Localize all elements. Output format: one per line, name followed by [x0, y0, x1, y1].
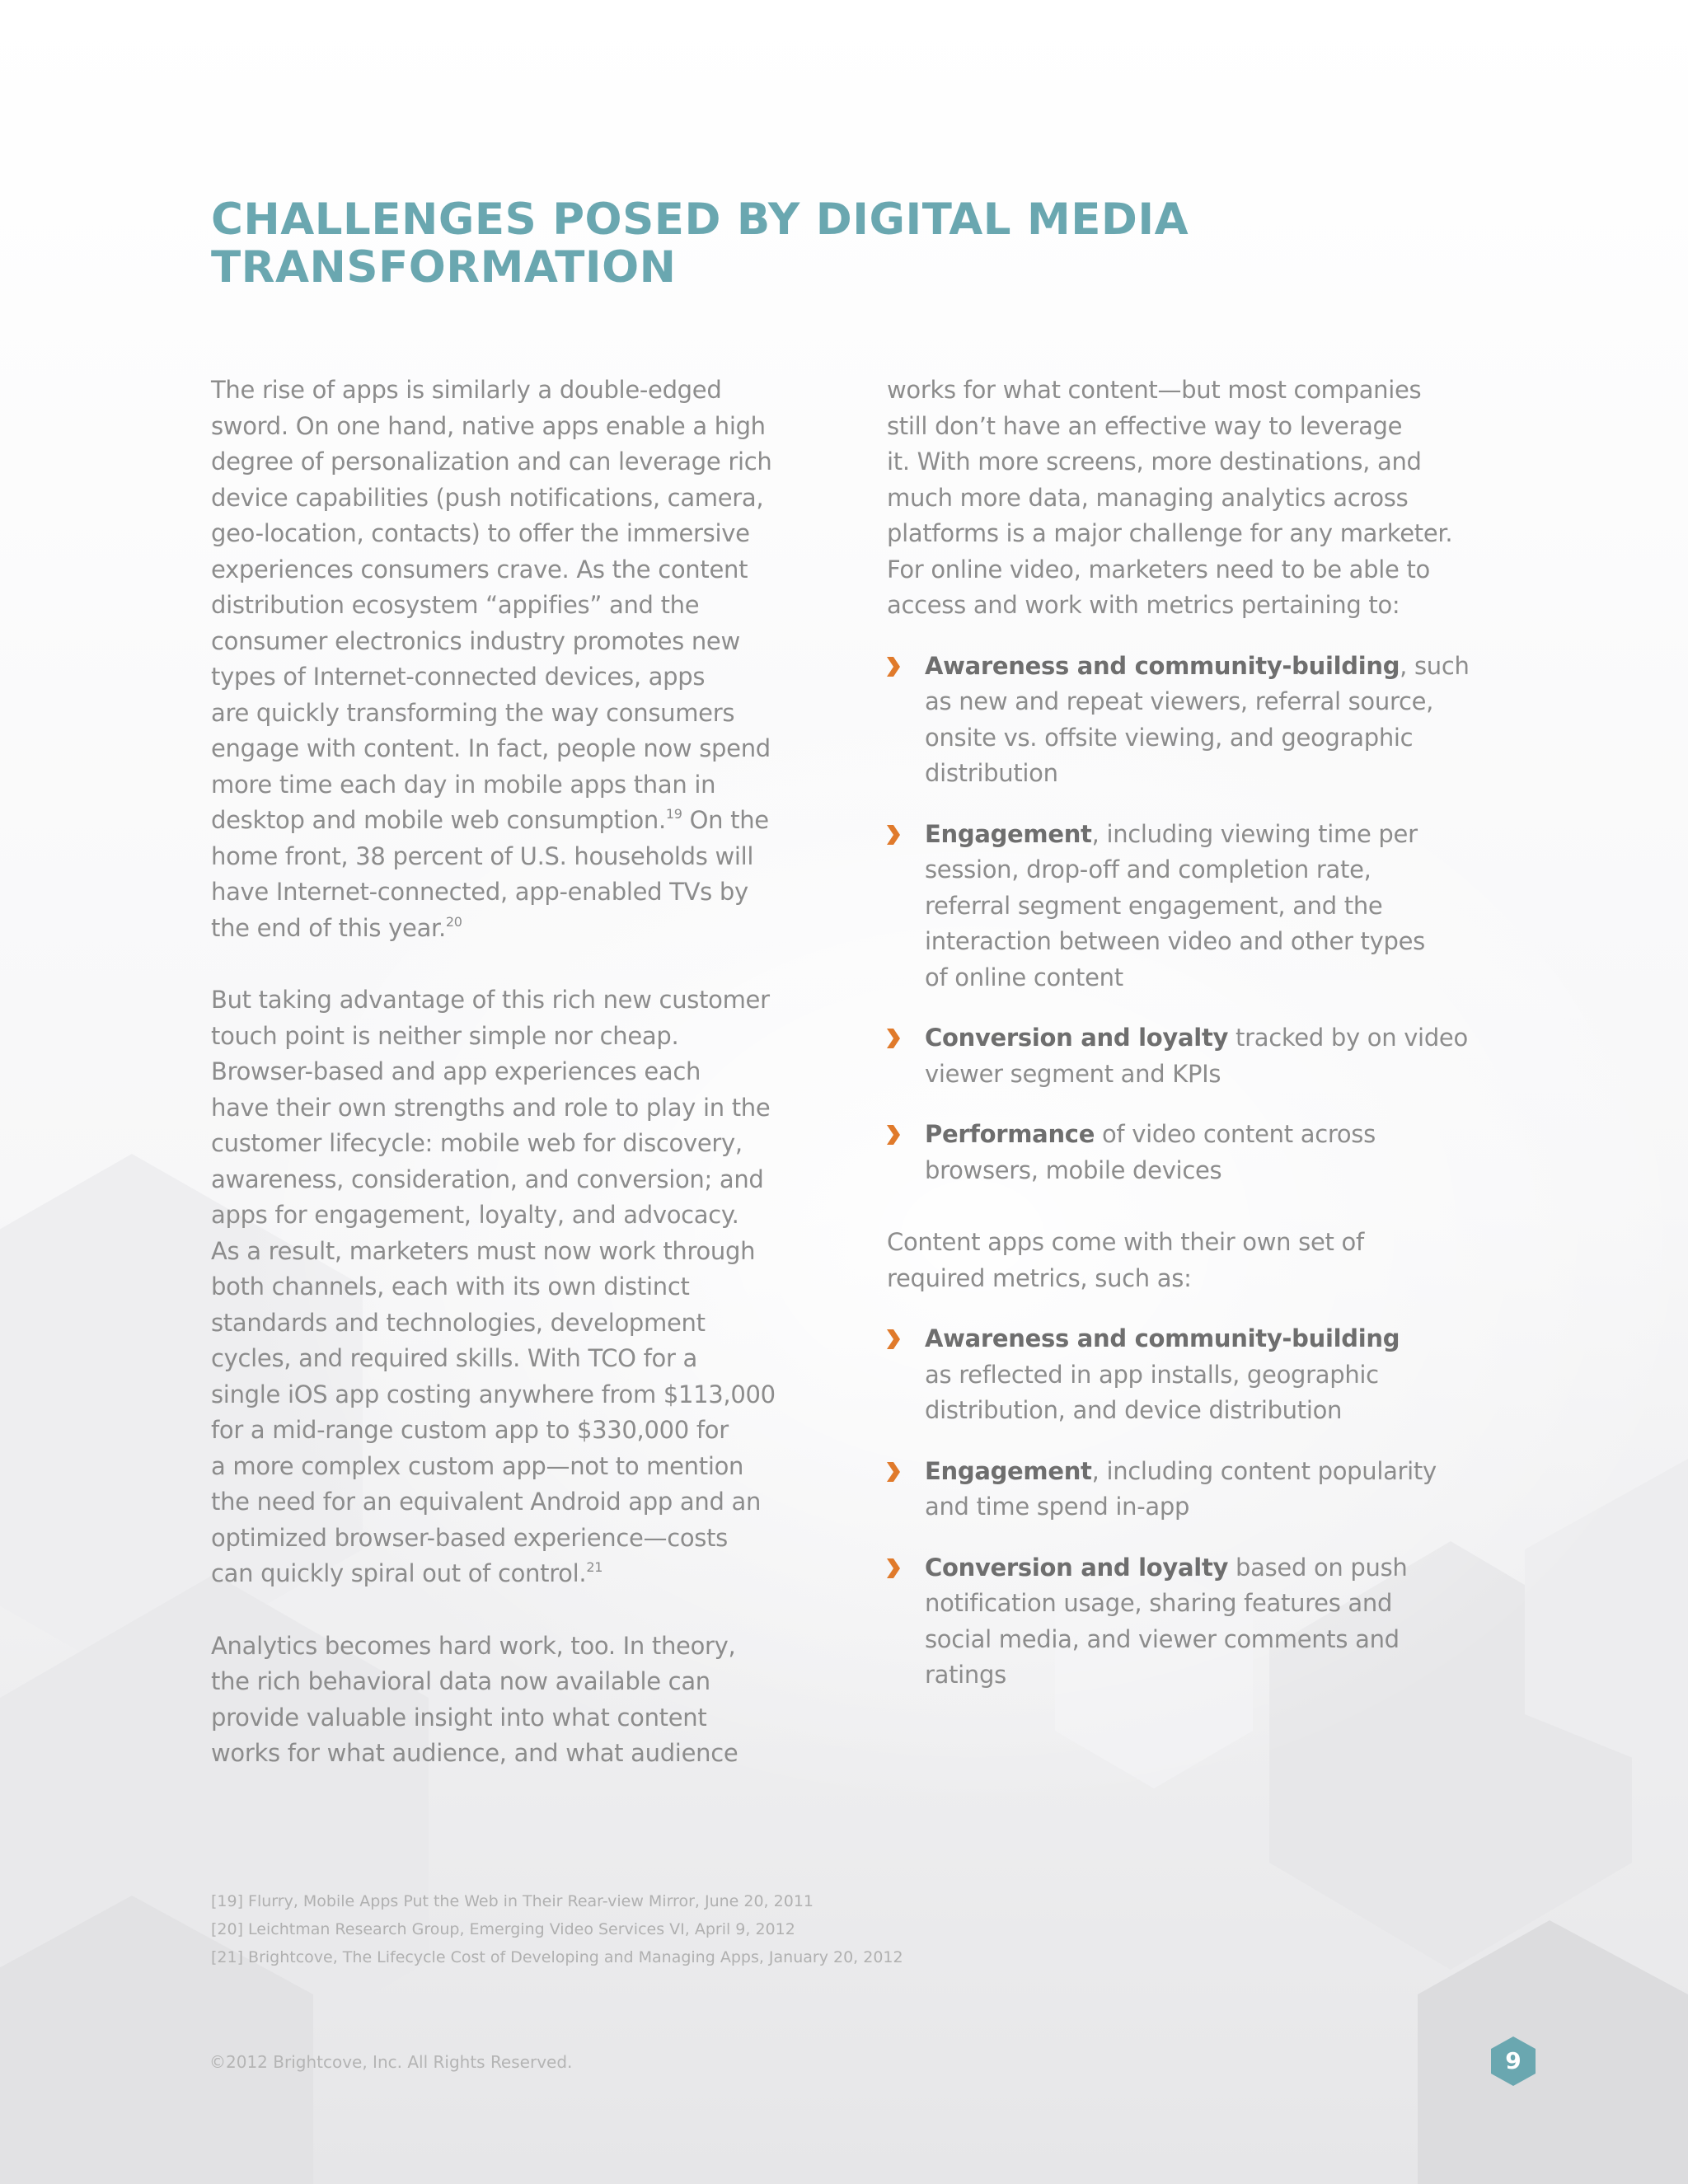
- bullet-item: [887, 1550, 1497, 1694]
- page-number: 9: [1505, 2047, 1522, 2074]
- text-line: still don’t have an effective way to leverage: [887, 411, 1403, 440]
- text-line: geo-location, contacts) to offer the immersive: [211, 519, 750, 547]
- chevron-right-icon: [887, 1329, 900, 1349]
- text-line: it. With more screens, more destinations, and: [887, 448, 1422, 476]
- footnote: [20] Leichtman Research Group, Emerging Video Services VI, April 9, 2012: [211, 1920, 795, 1938]
- text-line: notification usage, sharing features and: [925, 1589, 1393, 1617]
- text-line: cycles, and required skills. With TCO for a: [211, 1344, 697, 1372]
- text-segment: can quickly spiral out of control.: [211, 1559, 587, 1587]
- text-line: [925, 1550, 1497, 1586]
- text-line: [925, 1321, 1497, 1357]
- text-line: Analytics becomes hard work, too. In theory,: [211, 1631, 736, 1660]
- text-line: both channels, each with its own distinct: [211, 1272, 690, 1301]
- text-segment: , including viewing time per: [1091, 819, 1418, 848]
- text-segment: , such: [1400, 651, 1470, 680]
- text-line: customer lifecycle: mobile web for discovery,: [211, 1129, 743, 1157]
- text-line: experiences consumers crave. As the content: [211, 555, 748, 583]
- text-line: distribution ecosystem “appifies” and the: [211, 591, 700, 619]
- text-line: [925, 1117, 1497, 1153]
- text-line: degree of personalization and can leverage rich: [211, 448, 772, 476]
- bullet-heading: Awareness and community-building: [925, 651, 1400, 680]
- bullet-item: [887, 649, 1497, 792]
- text-segment: On the: [682, 806, 769, 834]
- bullet-item: [887, 1454, 1497, 1526]
- text-line: Browser-based and app experiences each: [211, 1057, 701, 1085]
- page-title: [211, 196, 1282, 292]
- text-line: [211, 1556, 821, 1592]
- footnotes: [211, 1887, 903, 1971]
- text-line: as new and repeat viewers, referral source,: [925, 687, 1434, 715]
- bullet-heading: Performance: [925, 1120, 1095, 1148]
- text-line: sword. On one hand, native apps enable a high: [211, 411, 766, 440]
- page-title-line: TRANSFORMATION: [211, 242, 677, 293]
- bullet-heading: Conversion and loyalty: [925, 1024, 1229, 1052]
- text-line: [925, 1454, 1497, 1490]
- text-line: required metrics, such as:: [887, 1263, 1192, 1292]
- bullet-heading: Conversion and loyalty: [925, 1553, 1229, 1582]
- text-segment: desktop and mobile web consumption.: [211, 806, 666, 834]
- text-line: the need for an equivalent Android app and an: [211, 1488, 762, 1516]
- text-line: a more complex custom app—not to mention: [211, 1451, 744, 1480]
- text-segment: the end of this year.: [211, 913, 446, 942]
- body-paragraph: [211, 982, 821, 1592]
- text-line: For online video, marketers need to be able to: [887, 555, 1430, 583]
- text-line: single iOS app costing anywhere from $113,000: [211, 1380, 776, 1408]
- chevron-right-icon: [887, 1558, 900, 1578]
- footnote-ref: 20: [445, 913, 462, 930]
- text-line: have Internet-connected, app-enabled TVs by: [211, 878, 748, 906]
- footnote: [21] Brightcove, The Lifecycle Cost of Developing and Managing Apps, January 20, 2012: [211, 1948, 903, 1966]
- bullet-heading: Awareness and community-building: [925, 1324, 1400, 1352]
- text-line: As a result, marketers must now work through: [211, 1236, 756, 1265]
- text-line: awareness, consideration, and conversion; and: [211, 1165, 764, 1193]
- text-line: browsers, mobile devices: [925, 1155, 1222, 1184]
- text-line: engage with content. In fact, people now spend: [211, 734, 771, 762]
- text-line: works for what audience, and what audience: [211, 1739, 738, 1767]
- text-line: optimized browser-based experience—costs: [211, 1523, 728, 1552]
- text-line: Content apps come with their own set of: [887, 1228, 1364, 1256]
- text-line: viewer segment and KPIs: [925, 1059, 1221, 1088]
- text-segment: of video content across: [1095, 1120, 1376, 1148]
- text-line: social media, and viewer comments and: [925, 1624, 1400, 1653]
- text-line: much more data, managing analytics across: [887, 483, 1409, 512]
- chevron-right-icon: [887, 1029, 900, 1048]
- text-line: as reflected in app installs, geographic: [925, 1360, 1379, 1389]
- text-line: device capabilities (push notifications, camera,: [211, 483, 764, 512]
- text-line: access and work with metrics pertaining to:: [887, 591, 1400, 619]
- chevron-right-icon: [887, 1125, 900, 1145]
- text-line: referral segment engagement, and the: [925, 891, 1383, 920]
- text-line: But taking advantage of this rich new customer: [211, 986, 770, 1014]
- copyright-notice: ©2012 Brightcove, Inc. All Rights Reserved.: [209, 2052, 573, 2072]
- text-line: [925, 817, 1497, 853]
- bullet-item: [887, 1117, 1497, 1188]
- text-line: standards and technologies, development: [211, 1308, 706, 1337]
- text-line: session, drop-off and completion rate,: [925, 855, 1372, 883]
- text-segment: tracked by on video: [1228, 1024, 1468, 1052]
- text-line: have their own strengths and role to play in the: [211, 1093, 771, 1122]
- bullet-item: [887, 1321, 1497, 1429]
- text-line: touch point is neither simple nor cheap.: [211, 1021, 679, 1050]
- footnote-ref: 21: [586, 1559, 603, 1575]
- text-line: The rise of apps is similarly a double-edged: [211, 376, 722, 404]
- text-line: and time spend in-app: [925, 1493, 1190, 1521]
- text-line: are quickly transforming the way consumers: [211, 698, 735, 727]
- bullet-item: [887, 1020, 1497, 1092]
- left-column: [211, 373, 821, 1772]
- text-line: [211, 803, 821, 839]
- text-line: apps for engagement, loyalty, and advocacy.: [211, 1201, 739, 1229]
- text-line: ratings: [925, 1661, 1006, 1689]
- chevron-right-icon: [887, 657, 900, 677]
- text-line: home front, 38 percent of U.S. households will: [211, 841, 754, 870]
- text-line: [925, 1020, 1497, 1057]
- text-line: for a mid-range custom app to $330,000 for: [211, 1416, 729, 1444]
- text-line: interaction between video and other types: [925, 927, 1425, 955]
- body-paragraph: [887, 373, 1497, 624]
- page-title-line: CHALLENGES POSED BY DIGITAL MEDIA: [211, 194, 1189, 245]
- text-line: distribution: [925, 759, 1058, 787]
- right-column: [887, 373, 1497, 1694]
- text-line: provide valuable insight into what content: [211, 1703, 707, 1732]
- text-line: of online content: [925, 963, 1123, 991]
- text-line: platforms is a major challenge for any marketer.: [887, 519, 1453, 547]
- chevron-right-icon: [887, 825, 900, 845]
- body-paragraph: [211, 1629, 821, 1772]
- text-line: onsite vs. offsite viewing, and geographic: [925, 723, 1414, 752]
- body-paragraph: [887, 1225, 1497, 1296]
- text-segment: based on push: [1228, 1553, 1408, 1582]
- text-line: the rich behavioral data now available can: [211, 1667, 710, 1695]
- text-line: [211, 911, 821, 947]
- bullet-heading: Engagement: [925, 819, 1092, 848]
- body-paragraph: [211, 373, 821, 946]
- page-number-badge: [1489, 2036, 1538, 2087]
- footnote-ref: 19: [665, 806, 682, 822]
- bullet-heading: Engagement: [925, 1456, 1092, 1485]
- text-line: works for what content—but most companies: [887, 376, 1422, 404]
- footnote: [19] Flurry, Mobile Apps Put the Web in Their Rear-view Mirror, June 20, 2011: [211, 1892, 814, 1910]
- text-line: types of Internet-connected devices, apps: [211, 663, 706, 691]
- bullet-item: [887, 817, 1497, 996]
- text-line: distribution, and device distribution: [925, 1396, 1343, 1424]
- chevron-right-icon: [887, 1462, 900, 1482]
- text-line: [925, 649, 1497, 685]
- text-segment: , including content popularity: [1091, 1456, 1437, 1485]
- text-line: more time each day in mobile apps than in: [211, 770, 716, 799]
- text-line: consumer electronics industry promotes new: [211, 626, 740, 655]
